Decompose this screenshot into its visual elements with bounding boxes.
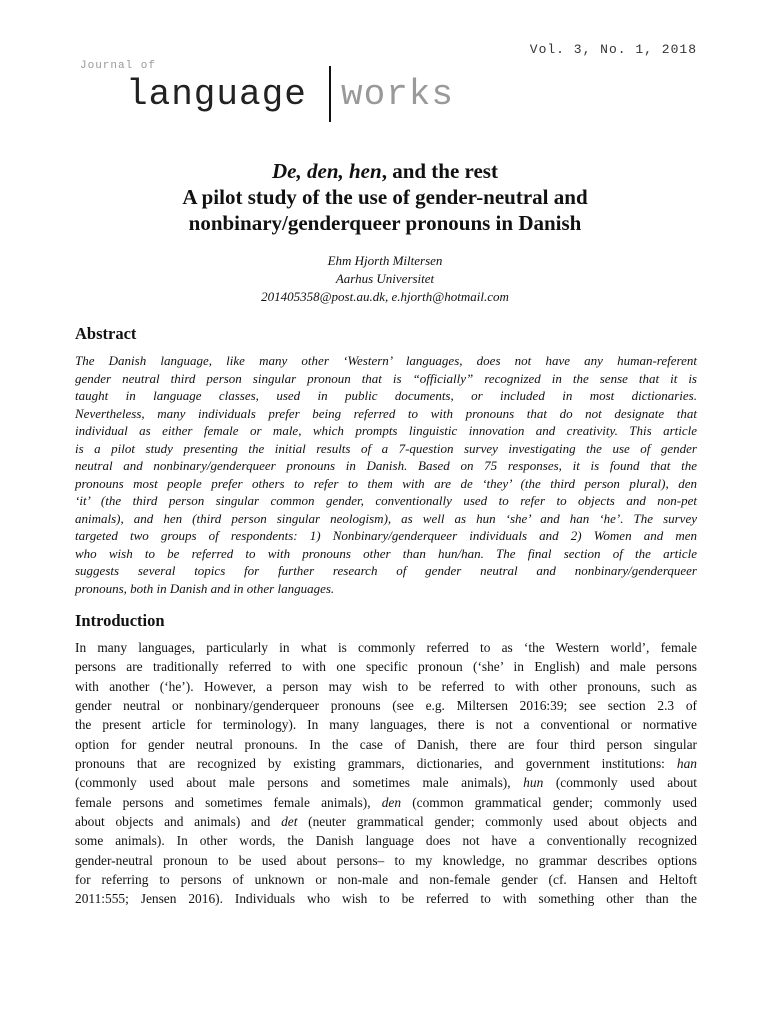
- intro-text: pronouns that are recognized by existing grammars, dictionaries, and government institutions:: [75, 756, 677, 772]
- intro-text: (common grammatical gender; commonly used: [401, 794, 698, 810]
- journal-of-label: Journal of: [80, 60, 157, 72]
- intro-line: [75, 754, 697, 773]
- title-rest: , and the rest: [381, 159, 498, 183]
- introduction-body: [75, 638, 697, 909]
- abstract-line: individual as either female or male, which prompts linguistic innovation and creativity. This article: [75, 423, 697, 438]
- pronoun-det: det: [281, 814, 298, 830]
- abstract-line: who wish to be referred to with pronouns other than hun/han. The final section of the article: [75, 545, 697, 561]
- intro-line: gender neutral or nonbinary/genderqueer pronouns (see e.g. Miltersen 2016:39; see section 2.3 of: [75, 698, 697, 714]
- author-email: 201405358@post.au.dk, e.hjorth@hotmail.com: [261, 289, 509, 304]
- pronoun-hun: hun: [523, 775, 544, 791]
- logo-word-language: language: [126, 74, 307, 115]
- intro-line: 2011:555; Jensen 2016). Individuals who wish to be referred to with something other than the: [75, 891, 697, 907]
- abstract-line: pronouns most people prefer others to refer to them with are de ‘they’ (the third person plural), den: [75, 475, 697, 491]
- article-title: [75, 158, 695, 236]
- abstract-line: ‘it’ (the third person singular common gender, conventionally used to refer to objects and non-pet: [75, 493, 697, 508]
- intro-text: (neuter grammatical gender; commonly used about objects and: [297, 814, 697, 830]
- intro-line: In many languages, particularly in what is commonly referred to as ‘the Western world’, female: [75, 640, 697, 655]
- intro-line: with another (‘he’). However, a person may wish to be referred to with other pronouns, such as: [75, 678, 697, 694]
- pronoun-den: den: [381, 794, 402, 810]
- intro-line: gender-neutral pronoun to be used about persons– to my knowledge, no grammar describes options: [75, 852, 697, 868]
- title-line-2: A pilot study of the use of gender-neutral and: [182, 185, 588, 209]
- abstract-line: The Danish language, like many other ‘Western’ languages, does not have any human-referent: [75, 353, 697, 368]
- title-pronouns: De, den, hen: [272, 159, 382, 183]
- author-affiliation: Aarhus Universitet: [335, 271, 435, 286]
- pronoun-han: han: [676, 756, 697, 772]
- intro-line: the present article for terminology). In many languages, there is not a conventional or normative: [75, 717, 697, 733]
- abstract-heading: Abstract: [75, 324, 137, 343]
- intro-line: persons are traditionally referred to with one specific pronoun (‘she’ in English) and male persons: [75, 659, 697, 675]
- author-info: [75, 252, 695, 306]
- introduction-heading: Introduction: [75, 611, 165, 630]
- abstract-line: targeted two groups of respondents: 1) Nonbinary/genderqueer individuals and 2) Women and men: [75, 528, 697, 543]
- title-line-1: [75, 158, 695, 184]
- title-line-3: nonbinary/genderqueer pronouns in Danish: [188, 211, 582, 235]
- volume-issue: Vol. 3, No. 1, 2018: [529, 42, 697, 57]
- intro-text: (commonly used about: [543, 775, 697, 791]
- abstract-line: animals), and hen (third person singular neologism), as well as hun ‘she’ and han ‘he’. The survey: [75, 510, 697, 526]
- intro-line: [75, 773, 697, 792]
- abstract-line: neutral and nonbinary/genderqueer pronouns in Danish. Based on 75 responses, it is found that the: [75, 458, 697, 473]
- intro-line: some animals). In other words, the Danish language does not have a conventionally recognized: [75, 833, 697, 849]
- abstract-line: taught in language classes, used in public documents, or included in most dictionaries.: [75, 388, 697, 403]
- logo-divider: [329, 66, 331, 122]
- intro-line: [75, 812, 697, 831]
- logo-word-works: works: [341, 74, 455, 115]
- intro-line: [75, 793, 697, 812]
- abstract-line: Nevertheless, many individuals prefer being referred to with pronouns that do not designate that: [75, 405, 697, 421]
- intro-text: (commonly used about male persons and sometimes male animals),: [75, 775, 524, 791]
- abstract-line: suggests several topics for further research of gender neutral and nonbinary/genderqueer: [75, 563, 697, 578]
- author-name: Ehm Hjorth Miltersen: [327, 253, 443, 268]
- abstract-body: [75, 352, 697, 597]
- abstract-line: is a pilot study presenting the initial results of a 7-question survey investigating the use of gender: [75, 440, 697, 456]
- intro-line: for referring to persons of unknown or non-male and non-female gender (cf. Hansen and Heltoft: [75, 872, 697, 888]
- intro-text: female persons and sometimes female animals),: [75, 794, 382, 810]
- abstract-line: gender neutral third person singular pronoun that is “officially” recognized in the sense that it is: [75, 370, 697, 386]
- intro-line: option for gender neutral pronouns. In the case of Danish, there are four third person singular: [75, 736, 697, 752]
- abstract-line: pronouns, both in Danish and in other languages.: [75, 580, 335, 596]
- intro-text: about objects and animals) and: [75, 814, 282, 830]
